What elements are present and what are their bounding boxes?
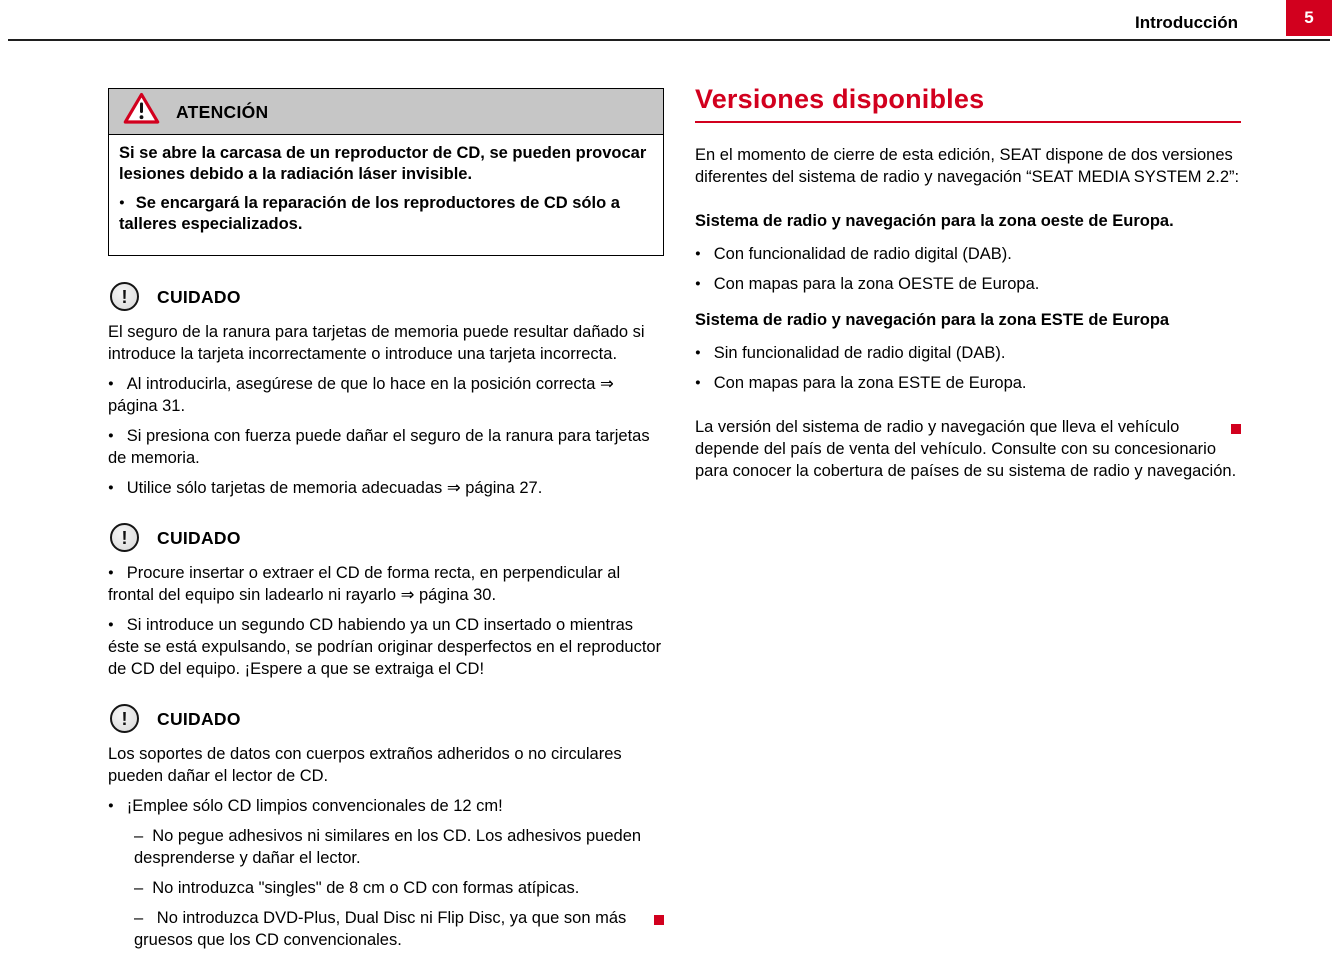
list-item: ● Si introduce un segundo CD habiendo ya un CD insertado o mientras éste se está expulsando, se podrían originar desperfectos en el reproductor de CD del equipo. ¡Espere a que se extraiga el CD! (108, 614, 664, 680)
section-title-rule (695, 121, 1241, 123)
attention-box-header (109, 89, 663, 135)
list-item: ● Si presiona con fuerza puede dañar el seguro de la ranura para tarjetas de memoria. (108, 425, 664, 469)
subheading-west-zone: Sistema de radio y navegación para la zona oeste de Europa. (695, 212, 1174, 230)
section-intro-text: En el momento de cierre de esta edición, SEAT dispone de dos versiones diferentes del sistema de radio y navegación “SEAT MEDIA SYSTEM 2.2”: (695, 146, 1240, 186)
attention-bullet-item: ● Se encargará la reparación de los reproductores de CD sólo a talleres especializados. (119, 192, 653, 235)
subheading-east-zone: Sistema de radio y navegación para la zona ESTE de Europa (695, 311, 1170, 329)
attention-body (109, 135, 663, 255)
outro-text: La versión del sistema de radio y navegación que lleva el vehículo depende del país de venta del vehículo. Consulte con su concesionario para conocer la cobertura de países de su sistema de radio y navegación. (695, 418, 1237, 480)
attention-lead-text: Si se abre la carcasa de un reproductor de CD, se pueden provocar lesiones debido a la radiación láser invisible. (119, 144, 647, 183)
sub-list-item (134, 907, 664, 951)
sub-list-item: – No pegue adhesivos ni similares en los CD. Los adhesivos pueden desprenderse y dañar el lector. (134, 825, 664, 869)
sub-list-item-text: No introduzca DVD-Plus, Dual Disc ni Flip Disc, ya que son más gruesos que los CD convencionales. (134, 909, 627, 949)
left-column (108, 88, 664, 975)
list-item: ● ¡Emplee sólo CD limpios convencionales de 12 cm! (108, 795, 664, 817)
list-item: ● Procure insertar o extraer el CD de forma recta, en perpendicular al frontal del equipo sin ladearlo ni rayarlo ⇒ página 30. (108, 562, 664, 606)
list-item: ● Sin funcionalidad de radio digital (DAB). (695, 342, 1241, 364)
section-title: Versiones disponibles (695, 84, 985, 114)
caution-circle-icon (110, 282, 139, 311)
caution-title: CUIDADO (157, 708, 241, 729)
caution-section-1 (108, 282, 664, 499)
caution-intro-text: El seguro de la ranura para tarjetas de memoria puede resultar dañado si introduce la tarjeta incorrectamente o introduce una tarjeta incorrecta. (108, 323, 645, 363)
caution-section-3 (108, 704, 664, 951)
caution-circle-icon (110, 523, 139, 552)
warning-triangle-icon (123, 92, 160, 131)
list-item: ● Al introducirla, asegúrese de que lo hace en la posición correcta ⇒ página 31. (108, 373, 664, 417)
caution-header (108, 523, 664, 552)
caution-title: CUIDADO (157, 527, 241, 548)
header-title: Introducción (1135, 13, 1238, 32)
caution-section-2 (108, 523, 664, 680)
attention-title: ATENCIÓN (176, 101, 269, 122)
list-item: ● Con mapas para la zona OESTE de Europa. (695, 273, 1241, 295)
caution-header (108, 282, 664, 311)
caution-circle-icon (110, 704, 139, 733)
caution-intro-text: Los soportes de datos con cuerpos extraños adheridos o no circulares pueden dañar el lector de CD. (108, 745, 622, 785)
section-end-marker-icon (1231, 424, 1241, 434)
page-number-badge: 5 (1286, 0, 1332, 36)
section-outro-text (695, 416, 1241, 482)
page-header (8, 0, 1330, 41)
right-column (695, 84, 1241, 482)
caution-header (108, 704, 664, 733)
list-item: ● Con mapas para la zona ESTE de Europa. (695, 372, 1241, 394)
caution-title: CUIDADO (157, 286, 241, 307)
list-item: ● Utilice sólo tarjetas de memoria adecuadas ⇒ página 27. (108, 477, 664, 499)
section-end-marker-icon (654, 915, 664, 925)
attention-box (108, 88, 664, 256)
list-item: ● Con funcionalidad de radio digital (DAB). (695, 243, 1241, 265)
sub-list-item: – No introduzca "singles" de 8 cm o CD con formas atípicas. (134, 877, 664, 899)
